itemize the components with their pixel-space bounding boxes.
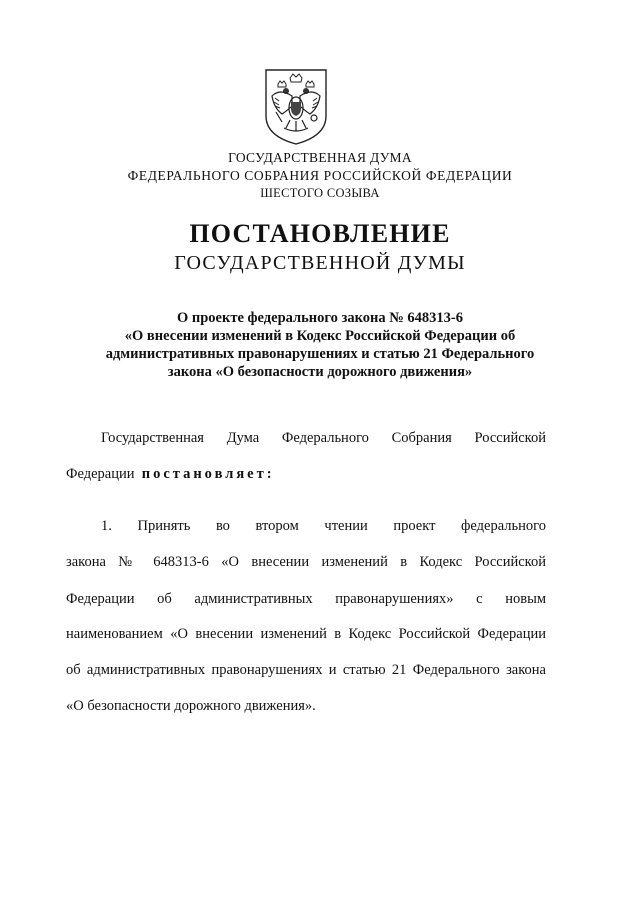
item-1-line-4: наименованием «О внесении изменений в Кодекс Российской Федерации — [66, 626, 546, 642]
organization-name-line-1: ГОСУДАРСТВЕННАЯ ДУМА — [228, 150, 412, 165]
resolves-word: постановляет: — [141, 466, 275, 482]
item-1-line-3: Федерации об административных правонарушениях» с новым — [66, 591, 546, 607]
item-1-line-1: 1. Принять во втором чтении проект федерального — [101, 518, 546, 534]
item-1-line-2: закона № 648313-6 «О внесении изменений в Кодекс Российской — [66, 554, 546, 570]
preamble-line-2 — [66, 466, 546, 483]
subject-line-2: «О внесении изменений в Кодекс Российской Федерации об — [124, 328, 516, 344]
russian-coat-of-arms-icon — [262, 66, 330, 146]
document-type-title: ПОСТАНОВЛЕНИЕ — [189, 219, 451, 248]
organization-name-line-2: ФЕДЕРАЛЬНОГО СОБРАНИЯ РОССИЙСКОЙ ФЕДЕРАЦИИ — [127, 168, 513, 183]
subject-line-3: административных правонарушениях и статью 21 Федерального — [105, 346, 535, 362]
item-1-line-6: «О безопасности дорожного движения». — [66, 698, 316, 714]
subject-line-4: закона «О безопасности дорожного движения» — [167, 364, 473, 380]
convocation-line: ШЕСТОГО СОЗЫВА — [260, 186, 380, 200]
subject-line-1: О проекте федерального закона № 648313-6 — [176, 310, 464, 326]
preamble-line-1: Государственная Дума Федерального Собрания Российской — [101, 430, 546, 446]
item-1-line-5: об административных правонарушениях и статью 21 Федерального закона — [66, 662, 546, 678]
preamble-prefix: Федерации — [66, 466, 135, 482]
document-issuer-subtitle: ГОСУДАРСТВЕННОЙ ДУМЫ — [174, 252, 466, 274]
